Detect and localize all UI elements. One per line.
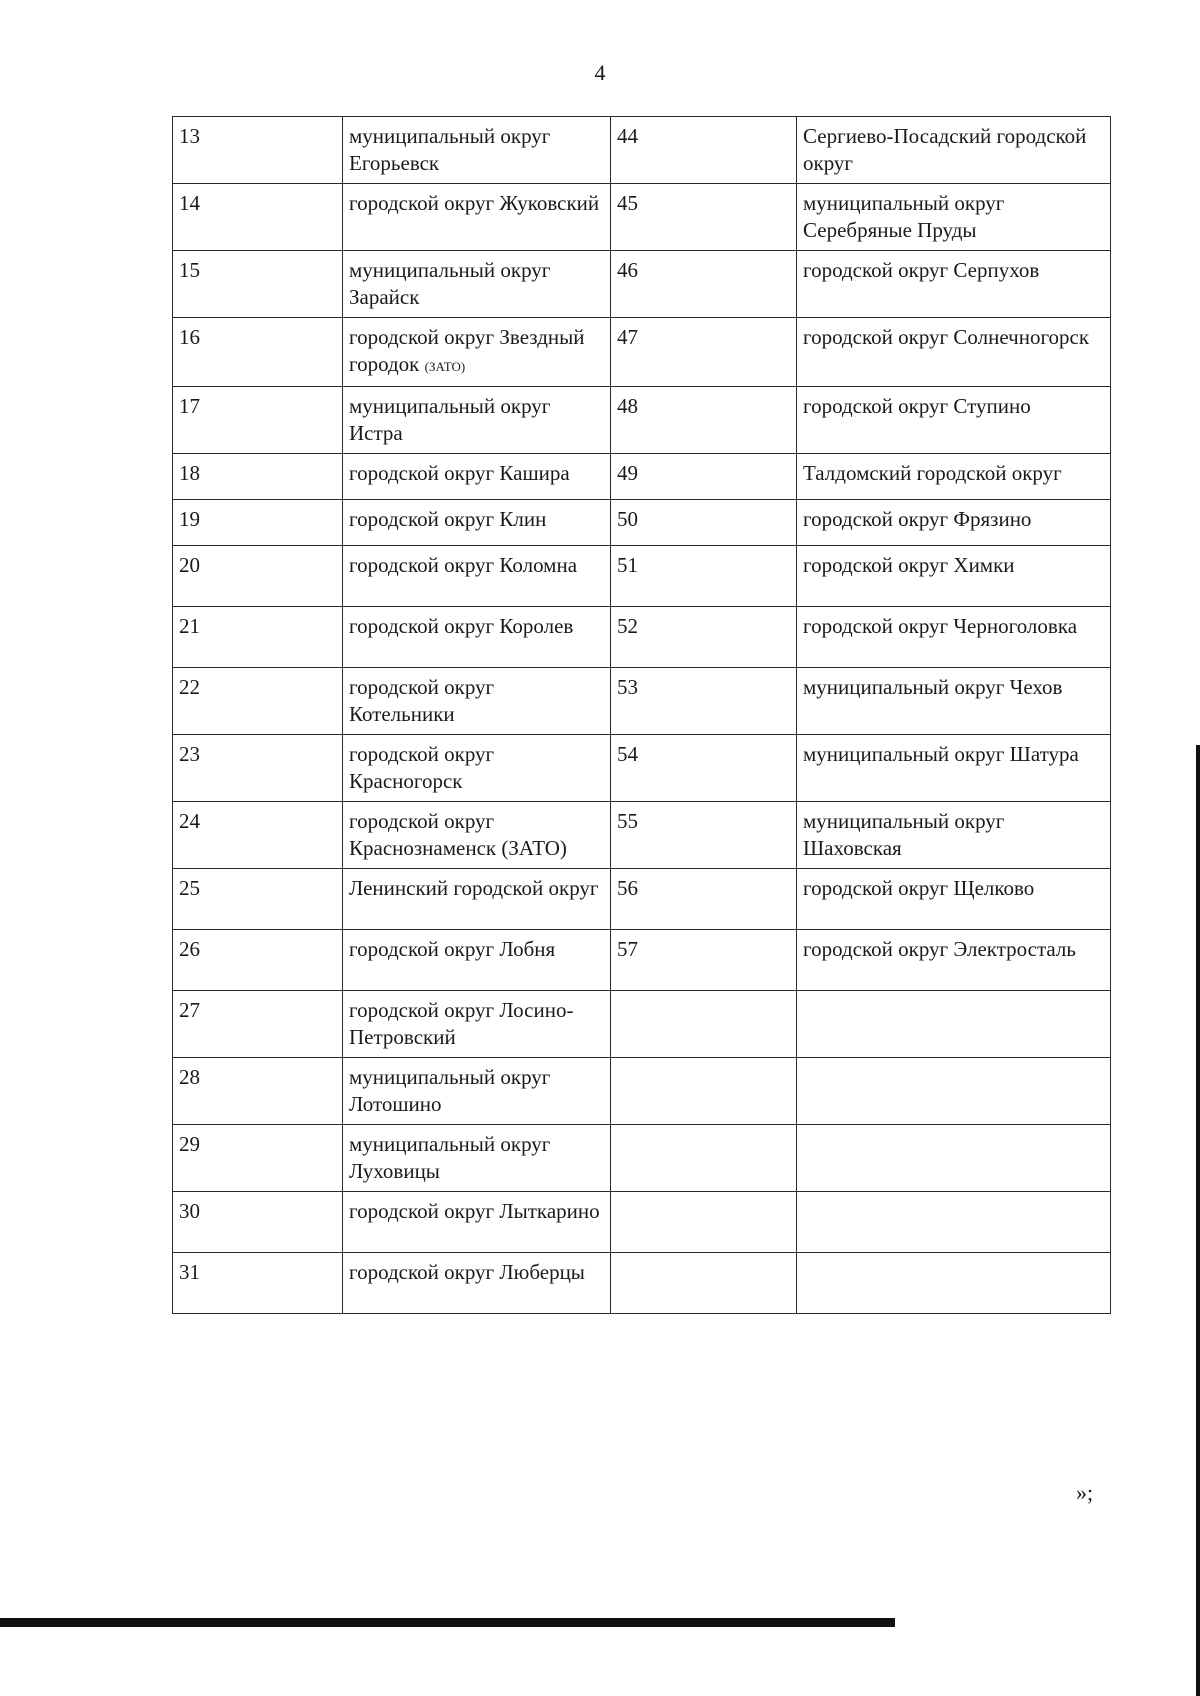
district-name-right-text: городской округ Черноголовка bbox=[803, 614, 1078, 638]
row-number-left-text: 23 bbox=[179, 742, 200, 766]
districts-table-body bbox=[173, 117, 1111, 1314]
row-number-right bbox=[611, 802, 797, 869]
district-name-right-text: городской округ Химки bbox=[803, 553, 1015, 577]
district-name-left-text: городской округ Лыткарино bbox=[349, 1199, 600, 1223]
row-number-left-text: 21 bbox=[179, 614, 200, 638]
row-number-left-text: 30 bbox=[179, 1199, 200, 1223]
district-name-left bbox=[343, 387, 611, 454]
district-name-left-text: городской округ Красногорск bbox=[349, 742, 495, 793]
row-number-right-text: 48 bbox=[617, 394, 638, 418]
closing-quote: »; bbox=[1076, 1480, 1094, 1505]
district-name-left-text: городской округ Лосино-Петровский bbox=[349, 998, 574, 1049]
row-number-right-text: 49 bbox=[617, 461, 638, 485]
district-name-left bbox=[343, 1058, 611, 1125]
row-number-left bbox=[173, 735, 343, 802]
row-number-left-text: 28 bbox=[179, 1065, 200, 1089]
row-number-left bbox=[173, 500, 343, 546]
district-name-right bbox=[797, 454, 1111, 500]
row-number-left bbox=[173, 251, 343, 318]
row-number-left-text: 27 bbox=[179, 998, 200, 1022]
row-number-right bbox=[611, 251, 797, 318]
row-number-right bbox=[611, 668, 797, 735]
district-name-right bbox=[797, 735, 1111, 802]
district-name-right bbox=[797, 1125, 1111, 1192]
district-name-left-text: муниципальный округ Лотошино bbox=[349, 1065, 551, 1116]
row-number-right-text: 47 bbox=[617, 325, 638, 349]
table-row bbox=[173, 735, 1111, 802]
row-number-right bbox=[611, 869, 797, 930]
row-number-right-text: 55 bbox=[617, 809, 638, 833]
row-number-right bbox=[611, 991, 797, 1058]
districts-table bbox=[172, 116, 1111, 1314]
district-name-right bbox=[797, 318, 1111, 387]
district-name-left bbox=[343, 930, 611, 991]
district-name-left-text: муниципальный округ Луховицы bbox=[349, 1132, 551, 1183]
district-name-left bbox=[343, 1253, 611, 1314]
district-name-left-text: муниципальный округ Истра bbox=[349, 394, 551, 445]
row-number-left-text: 18 bbox=[179, 461, 200, 485]
table-row bbox=[173, 251, 1111, 318]
district-name-right-text: Сергиево-Посадский городской округ bbox=[803, 124, 1087, 175]
district-name-left bbox=[343, 546, 611, 607]
district-name-left-text: городской округ Лобня bbox=[349, 937, 556, 961]
row-number-left-text: 14 bbox=[179, 191, 200, 215]
row-number-right bbox=[611, 318, 797, 387]
row-number-left bbox=[173, 117, 343, 184]
table-row bbox=[173, 668, 1111, 735]
row-number-left-text: 19 bbox=[179, 507, 200, 531]
table-row bbox=[173, 1253, 1111, 1314]
district-name-suffix: (ЗАТО) bbox=[424, 359, 466, 374]
district-name-right-text: городской округ Щелково bbox=[803, 876, 1035, 900]
row-number-left bbox=[173, 668, 343, 735]
district-name-left-text: Ленинский городской округ bbox=[349, 876, 599, 900]
row-number-right bbox=[611, 454, 797, 500]
district-name-left-text: городской округ Звездный городок bbox=[349, 325, 585, 376]
district-name-right bbox=[797, 668, 1111, 735]
district-name-right-text: городской округ Ступино bbox=[803, 394, 1031, 418]
district-name-right bbox=[797, 991, 1111, 1058]
district-name-right-text: Талдомский городской округ bbox=[803, 461, 1062, 485]
district-name-left-text: городской округ Жуковский bbox=[349, 191, 600, 215]
district-name-left bbox=[343, 500, 611, 546]
district-name-right bbox=[797, 1192, 1111, 1253]
row-number-right bbox=[611, 607, 797, 668]
table-row bbox=[173, 1058, 1111, 1125]
row-number-right bbox=[611, 184, 797, 251]
row-number-right bbox=[611, 546, 797, 607]
table-row bbox=[173, 991, 1111, 1058]
district-name-left-text: городской округ Королев bbox=[349, 614, 574, 638]
row-number-right-text: 51 bbox=[617, 553, 638, 577]
district-name-left-text: муниципальный округ Егорьевск bbox=[349, 124, 551, 175]
district-name-left bbox=[343, 251, 611, 318]
district-name-right-text: городской округ Электросталь bbox=[803, 937, 1076, 961]
district-name-right bbox=[797, 387, 1111, 454]
row-number-left-text: 26 bbox=[179, 937, 200, 961]
district-name-left-text: городской округ Клин bbox=[349, 507, 547, 531]
district-name-right bbox=[797, 869, 1111, 930]
district-name-right-text: городской округ Серпухов bbox=[803, 258, 1040, 282]
row-number-right bbox=[611, 117, 797, 184]
row-number-left bbox=[173, 546, 343, 607]
row-number-right bbox=[611, 1125, 797, 1192]
table-row bbox=[173, 607, 1111, 668]
row-number-left-text: 24 bbox=[179, 809, 200, 833]
district-name-left bbox=[343, 735, 611, 802]
table-row bbox=[173, 1192, 1111, 1253]
row-number-right-text: 44 bbox=[617, 124, 638, 148]
district-name-right-text: муниципальный округ Шаховская bbox=[803, 809, 1005, 860]
table-row bbox=[173, 930, 1111, 991]
row-number-left bbox=[173, 802, 343, 869]
table-row bbox=[173, 387, 1111, 454]
row-number-left-text: 29 bbox=[179, 1132, 200, 1156]
table-row bbox=[173, 500, 1111, 546]
district-name-left bbox=[343, 668, 611, 735]
district-name-right bbox=[797, 251, 1111, 318]
row-number-left bbox=[173, 1125, 343, 1192]
table-row bbox=[173, 802, 1111, 869]
row-number-left-text: 25 bbox=[179, 876, 200, 900]
row-number-right bbox=[611, 930, 797, 991]
row-number-right-text: 50 bbox=[617, 507, 638, 531]
row-number-left bbox=[173, 869, 343, 930]
table-row bbox=[173, 454, 1111, 500]
row-number-left bbox=[173, 318, 343, 387]
district-name-left-text: городской округ Кашира bbox=[349, 461, 570, 485]
district-name-right bbox=[797, 607, 1111, 668]
row-number-right-text: 56 bbox=[617, 876, 638, 900]
row-number-left-text: 13 bbox=[179, 124, 200, 148]
row-number-right bbox=[611, 500, 797, 546]
row-number-left bbox=[173, 991, 343, 1058]
district-name-left bbox=[343, 117, 611, 184]
district-name-right bbox=[797, 930, 1111, 991]
district-name-left bbox=[343, 1192, 611, 1253]
scan-edge-bottom bbox=[0, 1618, 895, 1627]
row-number-left-text: 31 bbox=[179, 1260, 200, 1284]
row-number-left bbox=[173, 930, 343, 991]
row-number-right-text: 46 bbox=[617, 258, 638, 282]
district-name-left-text: городской округ Люберцы bbox=[349, 1260, 585, 1284]
district-name-right bbox=[797, 117, 1111, 184]
row-number-right-text: 45 bbox=[617, 191, 638, 215]
page-number: 4 bbox=[594, 60, 606, 85]
district-name-left-text: муниципальный округ Зарайск bbox=[349, 258, 551, 309]
row-number-left bbox=[173, 184, 343, 251]
row-number-left-text: 16 bbox=[179, 325, 200, 349]
district-name-right bbox=[797, 546, 1111, 607]
row-number-right bbox=[611, 735, 797, 802]
district-name-right bbox=[797, 802, 1111, 869]
district-name-right-text: муниципальный округ Серебряные Пруды bbox=[803, 191, 1005, 242]
row-number-right bbox=[611, 1192, 797, 1253]
district-name-right bbox=[797, 1253, 1111, 1314]
table-row bbox=[173, 184, 1111, 251]
row-number-left bbox=[173, 1192, 343, 1253]
table-row bbox=[173, 546, 1111, 607]
table-row bbox=[173, 318, 1111, 387]
district-name-left-text: городской округ Краснознаменск (ЗАТО) bbox=[349, 809, 567, 860]
row-number-left bbox=[173, 607, 343, 668]
district-name-left bbox=[343, 802, 611, 869]
district-name-left bbox=[343, 991, 611, 1058]
row-number-right-text: 53 bbox=[617, 675, 638, 699]
district-name-left-text: городской округ Коломна bbox=[349, 553, 578, 577]
row-number-left-text: 17 bbox=[179, 394, 200, 418]
row-number-left-text: 20 bbox=[179, 553, 200, 577]
district-name-left-text: городской округ Котельники bbox=[349, 675, 495, 726]
row-number-left bbox=[173, 1058, 343, 1125]
row-number-left bbox=[173, 454, 343, 500]
row-number-right bbox=[611, 387, 797, 454]
district-name-left bbox=[343, 869, 611, 930]
table-row bbox=[173, 117, 1111, 184]
district-name-right bbox=[797, 1058, 1111, 1125]
table-row bbox=[173, 869, 1111, 930]
row-number-right-text: 57 bbox=[617, 937, 638, 961]
row-number-left bbox=[173, 387, 343, 454]
district-name-right bbox=[797, 500, 1111, 546]
row-number-left-text: 22 bbox=[179, 675, 200, 699]
row-number-left-text: 15 bbox=[179, 258, 200, 282]
row-number-right-text: 54 bbox=[617, 742, 638, 766]
row-number-left bbox=[173, 1253, 343, 1314]
district-name-left bbox=[343, 1125, 611, 1192]
district-name-left bbox=[343, 454, 611, 500]
district-name-left bbox=[343, 607, 611, 668]
district-name-right-text: муниципальный округ Шатура bbox=[803, 742, 1079, 766]
table-row bbox=[173, 1125, 1111, 1192]
district-name-right-text: городской округ Фрязино bbox=[803, 507, 1032, 531]
row-number-right bbox=[611, 1058, 797, 1125]
district-name-right bbox=[797, 184, 1111, 251]
district-name-right-text: городской округ Солнечногорск bbox=[803, 325, 1090, 349]
district-name-left bbox=[343, 318, 611, 387]
row-number-right bbox=[611, 1253, 797, 1314]
district-name-right-text: муниципальный округ Чехов bbox=[803, 675, 1063, 699]
scan-edge-right bbox=[1196, 745, 1200, 1696]
row-number-right-text: 52 bbox=[617, 614, 638, 638]
district-name-left bbox=[343, 184, 611, 251]
